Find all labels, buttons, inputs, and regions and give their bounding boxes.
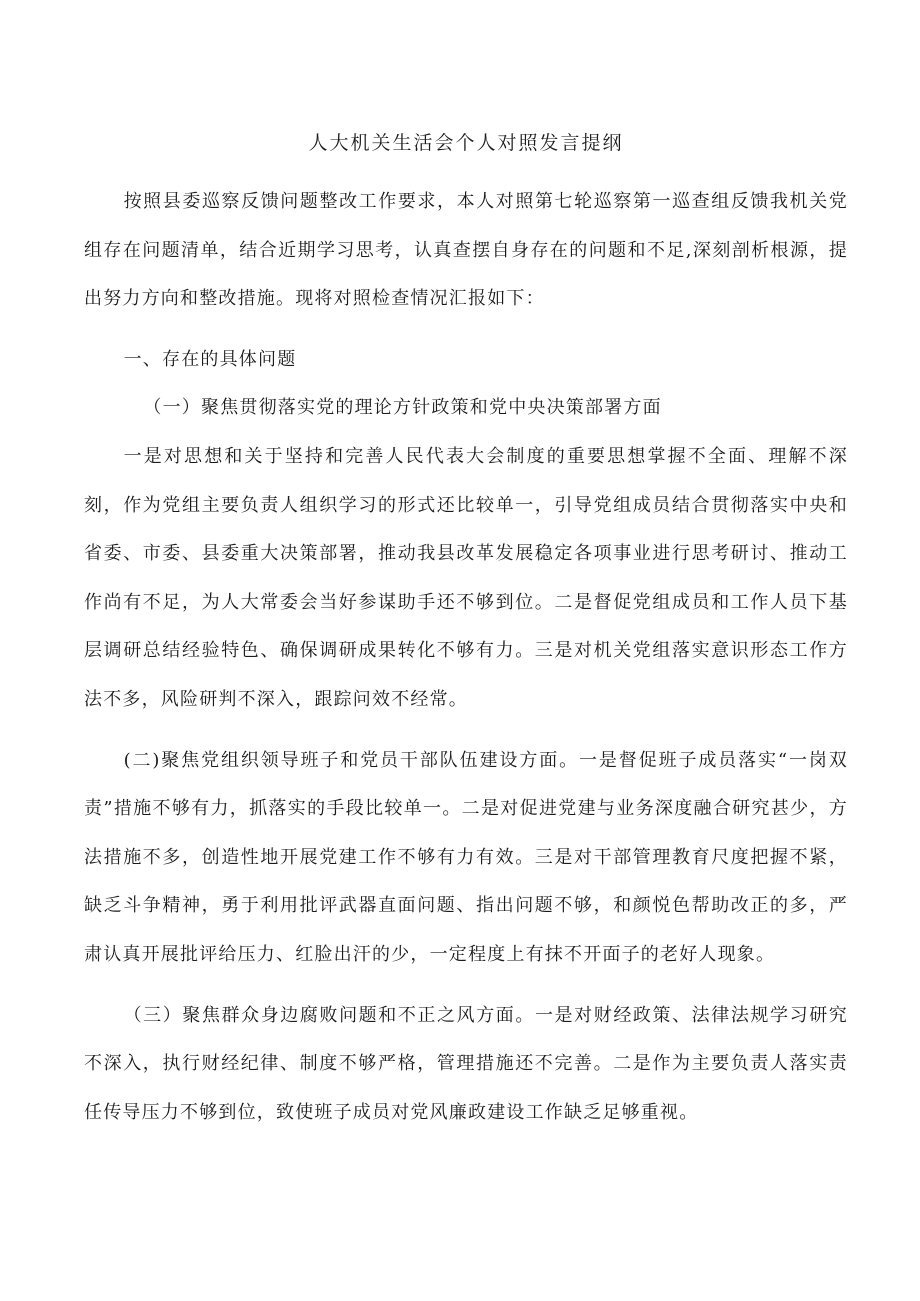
subsection-heading-1: （一）聚焦贯彻落实党的理论方针政策和党中央决策部署方面 [143, 397, 662, 419]
intro-paragraph: 按照县委巡察反馈问题整改工作要求，本人对照第七轮巡察第一巡查组反馈我机关党组存在问题清单，结合近期学习思考，认真查摆自身存在的问题和不足,深刻剖析根源，提出努力方向和整改措施。现将对照检查情况汇报如下： [84, 191, 848, 310]
subsection-2-paragraph: (二)聚焦党组织领导班子和党员干部队伍建设方面。一是督促班子成员落实“一岗双责”措施不够有力，抓落实的手段比较单一。二是对促进党建与业务深度融合研究甚少，方法措施不多，创造性地开展党建工作不够有力有效。三是对干部管理教育尺度把握不紧，缺乏斗争精神，勇于利用批评武器直面问题、指出问题不够，和颜悦色帮助改正的多，严肃认真开展批评给压力、红脸出汗的少，一定程度上有抹不开面子的老好人现象。 [84, 749, 848, 965]
section-heading-problems: 一、存在的具体问题 [123, 348, 297, 370]
document-title: 人大机关生活会个人对照发言提纲 [308, 132, 624, 154]
subsection-1-body: 一是对思想和关于坚持和完善人民代表大会制度的重要思想掌握不全面、理解不深刻，作为党组主要负责人组织学习的形式还比较单一，引导党组成员结合贯彻落实中央和省委、市委、县委重大决策部署，推动我县改革发展稳定各项事业进行思考研讨、推动工作尚有不足，为人大常委会当好参谋助手还不够到位。二是督促党组成员和工作人员下基层调研总结经验特色、确保调研成果转化不够有力。三是对机关党组落实意识形态工作方法不多，风险研判不深入，跟踪问效不经常。 [84, 445, 848, 710]
subsection-3-paragraph: （三）聚焦群众身边腐败问题和不正之风方面。一是对财经政策、法律法规学习研究不深入，执行财经纪律、制度不够严格，管理措施还不完善。二是作为主要负责人落实责任传导压力不够到位，致使班子成员对党风廉政建设工作缺乏足够重视。 [84, 1004, 848, 1123]
